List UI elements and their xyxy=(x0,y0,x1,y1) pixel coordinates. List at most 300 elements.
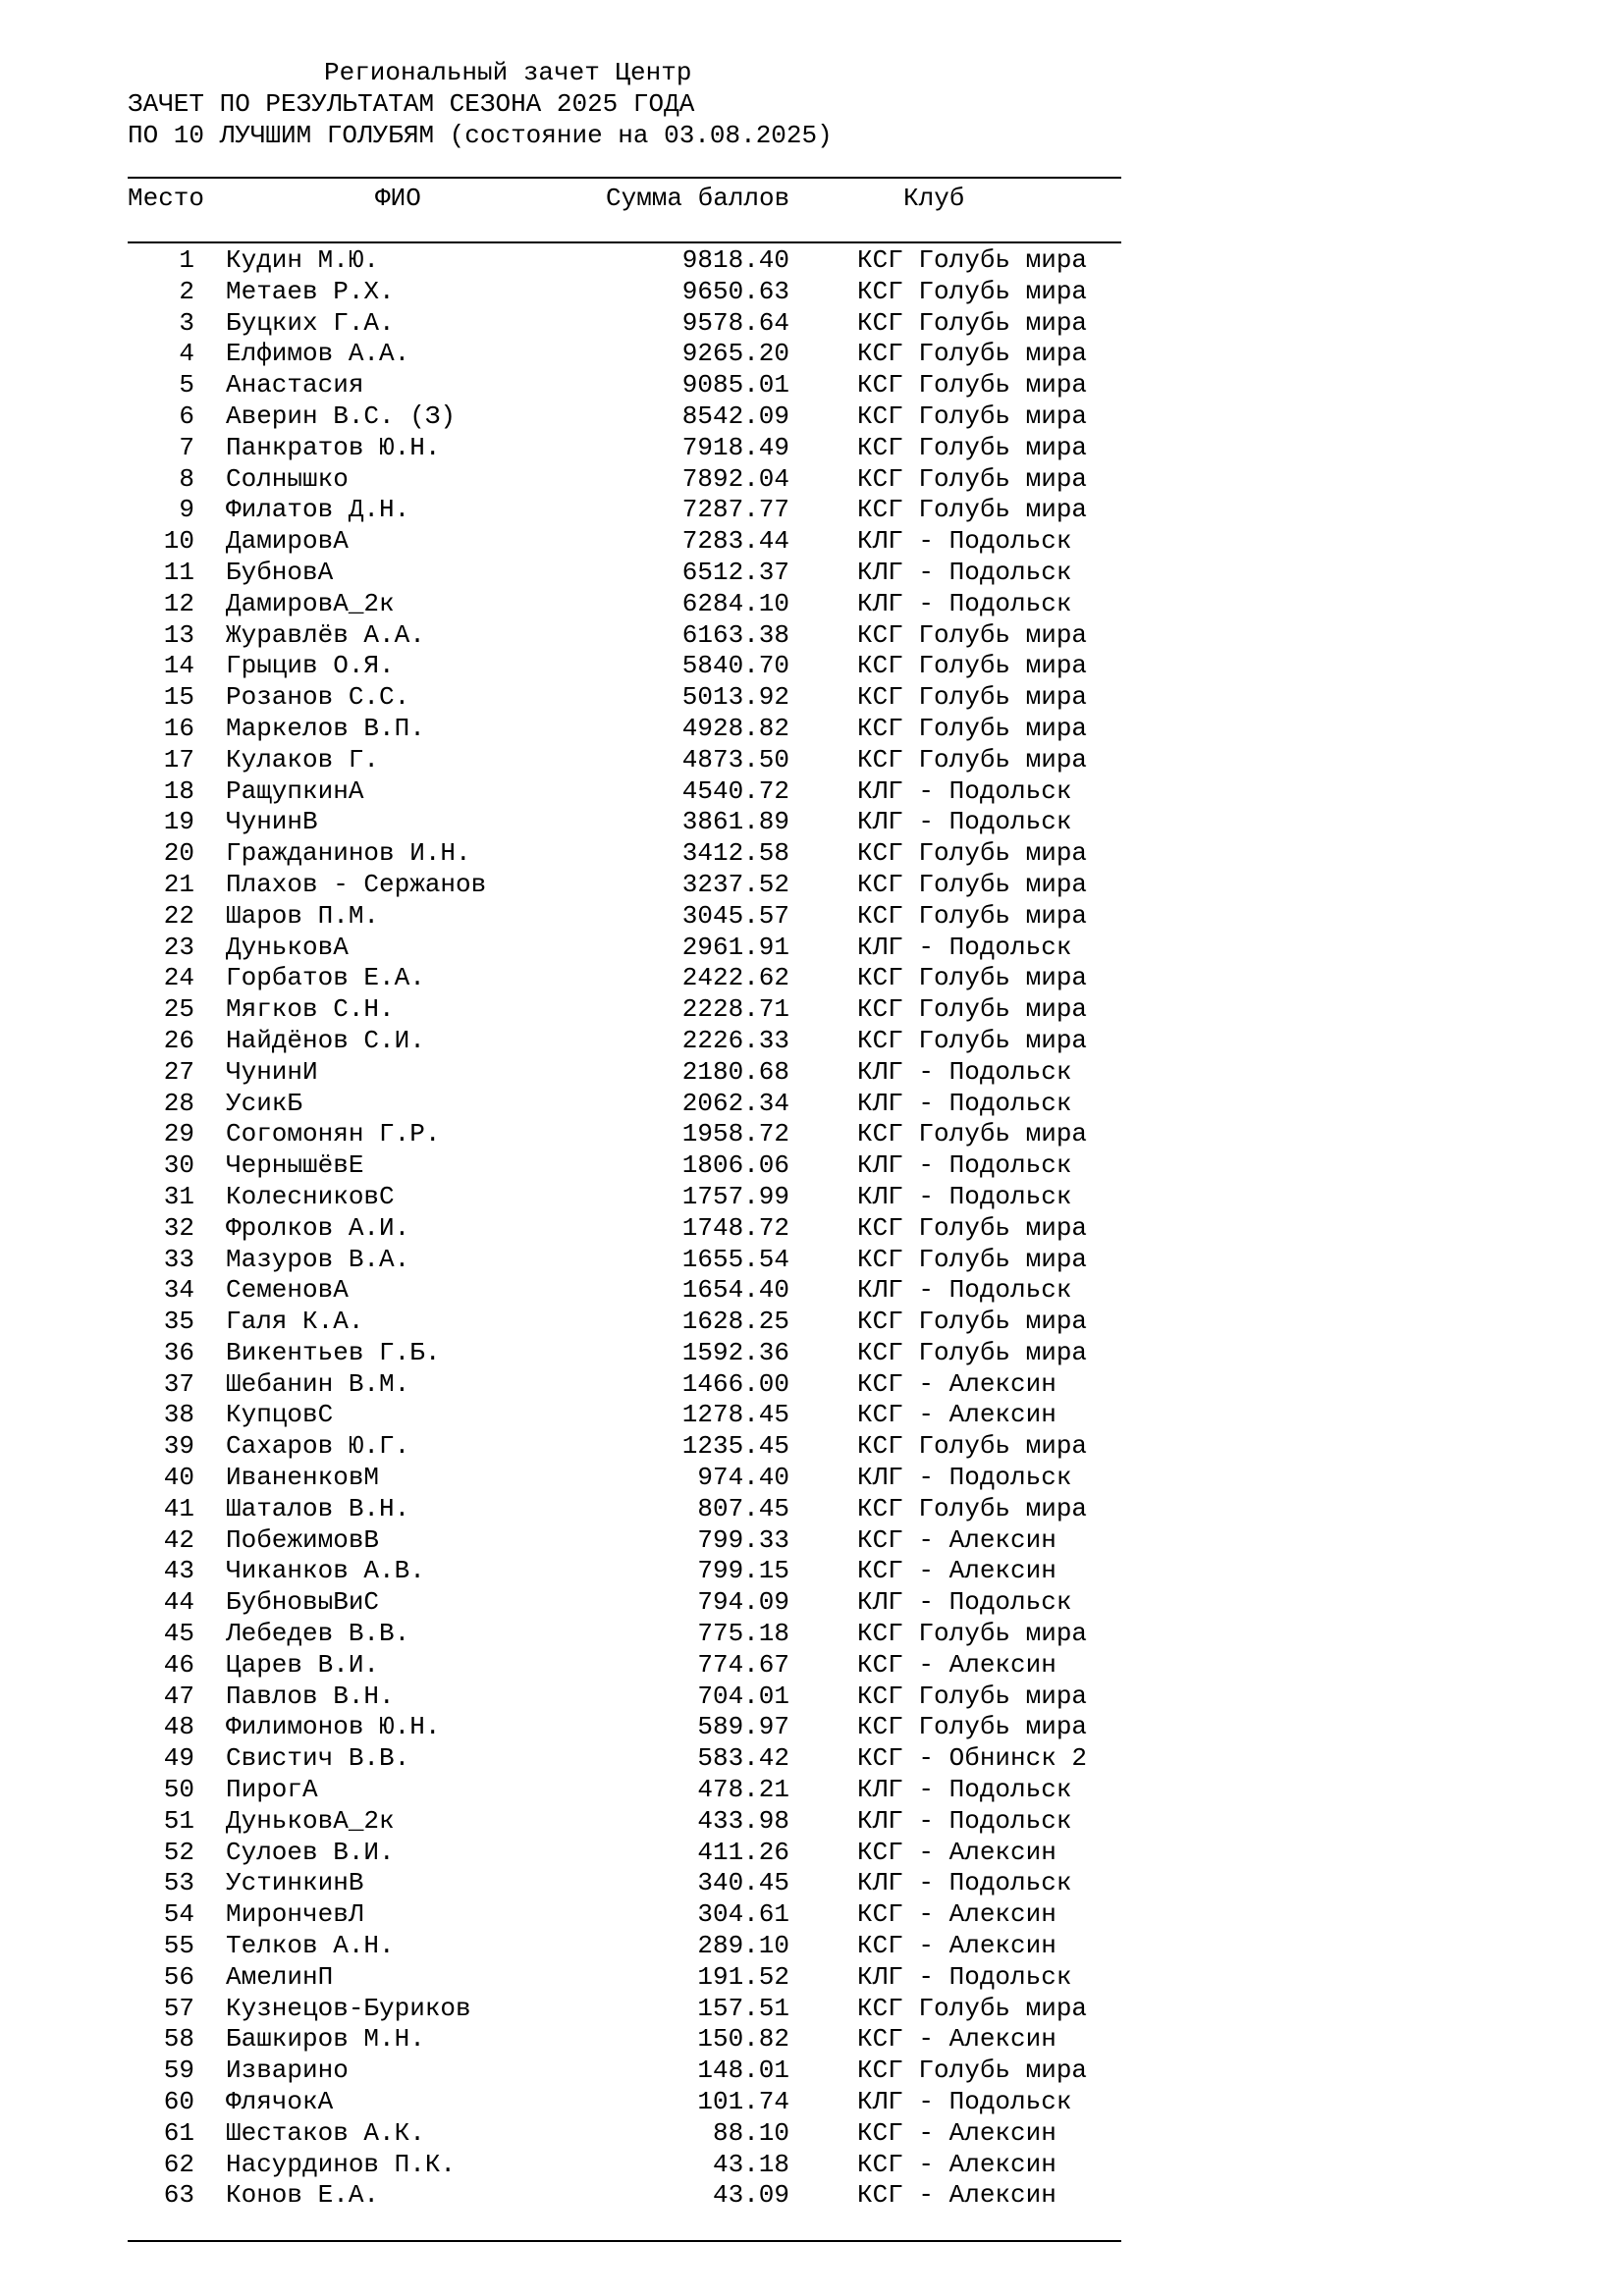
name-cell: Насурдинов П.К. xyxy=(226,2149,457,2179)
score-cell: 3045.57 xyxy=(681,900,789,931)
place-cell: 18 xyxy=(163,775,194,806)
name-cell: Шестаков А.К. xyxy=(226,2117,425,2148)
place-cell: 39 xyxy=(163,1431,194,1462)
place-cell: 25 xyxy=(163,994,194,1025)
score-cell: 9085.01 xyxy=(681,370,789,400)
name-cell: Кулаков Г. xyxy=(226,744,380,774)
place-cell: 37 xyxy=(163,1368,194,1399)
name-cell: Телков А.Н. xyxy=(226,1931,395,1961)
score-cell: 583.42 xyxy=(697,1743,789,1774)
club-cell: КСГ Голубь мира xyxy=(857,838,1088,869)
table-row xyxy=(0,1838,1624,1869)
place-cell: 32 xyxy=(163,1212,194,1243)
table-row xyxy=(0,776,1624,808)
place-cell: 29 xyxy=(163,1119,194,1149)
score-cell: 1466.00 xyxy=(681,1368,789,1399)
table-row xyxy=(0,1026,1624,1057)
club-cell: КСГ Голубь мира xyxy=(857,1619,1088,1649)
table-row xyxy=(0,2118,1624,2150)
club-cell: КСГ - Алексин xyxy=(857,2149,1056,2179)
score-cell: 589.97 xyxy=(697,1712,789,1742)
name-cell: Маркелов В.П. xyxy=(226,713,425,743)
place-cell: 12 xyxy=(163,588,194,618)
score-cell: 794.09 xyxy=(697,1587,789,1618)
table-row xyxy=(0,401,1624,433)
score-cell: 1278.45 xyxy=(681,1400,789,1430)
score-cell: 9265.20 xyxy=(681,339,789,369)
table-row xyxy=(0,682,1624,714)
score-cell: 340.45 xyxy=(697,1868,789,1898)
name-cell: Анастасия xyxy=(226,370,364,400)
name-cell: ДамировА_2к xyxy=(226,588,395,618)
table-row xyxy=(0,1463,1624,1494)
place-cell: 58 xyxy=(163,2024,194,2055)
place-cell: 55 xyxy=(163,1931,194,1961)
club-cell: КСГ Голубь мира xyxy=(857,463,1088,494)
table-row xyxy=(0,1775,1624,1806)
score-cell: 101.74 xyxy=(697,2087,789,2117)
club-cell: КСГ Голубь мира xyxy=(857,651,1088,681)
place-cell: 46 xyxy=(163,1649,194,1680)
club-cell: КСГ Голубь мира xyxy=(857,713,1088,743)
club-cell: КСГ Голубь мира xyxy=(857,1119,1088,1149)
name-cell: УсикБ xyxy=(226,1088,303,1118)
score-cell: 411.26 xyxy=(697,1837,789,1867)
score-cell: 157.51 xyxy=(697,1993,789,2023)
table-row xyxy=(0,1587,1624,1619)
place-cell: 33 xyxy=(163,1244,194,1274)
table-row xyxy=(0,620,1624,652)
club-cell: КСГ Голубь мира xyxy=(857,339,1088,369)
club-cell: КСГ Голубь мира xyxy=(857,400,1088,431)
club-cell: КСГ Голубь мира xyxy=(857,1493,1088,1523)
table-row xyxy=(0,994,1624,1026)
place-cell: 3 xyxy=(179,307,194,338)
club-cell: КЛГ - Подольск xyxy=(857,932,1072,962)
name-cell: ЧунинИ xyxy=(226,1056,318,1087)
place-cell: 8 xyxy=(179,463,194,494)
club-cell: КСГ Голубь мира xyxy=(857,1431,1088,1462)
score-cell: 6284.10 xyxy=(681,588,789,618)
score-cell: 43.18 xyxy=(712,2149,789,2179)
name-cell: БубновыВиС xyxy=(226,1587,380,1618)
name-cell: Кудин М.Ю. xyxy=(226,245,380,275)
table-row xyxy=(0,1962,1624,1994)
score-cell: 7918.49 xyxy=(681,432,789,462)
score-cell: 2228.71 xyxy=(681,994,789,1025)
club-cell: КЛГ - Подольск xyxy=(857,1961,1072,1992)
place-cell: 9 xyxy=(179,495,194,525)
name-cell: Розанов С.С. xyxy=(226,682,410,713)
place-cell: 2 xyxy=(179,276,194,306)
table-row xyxy=(0,1994,1624,2025)
club-cell: КСГ - Алексин xyxy=(857,1899,1056,1930)
name-cell: Конов Е.А. xyxy=(226,2180,380,2211)
club-cell: КЛГ - Подольск xyxy=(857,775,1072,806)
table-row xyxy=(0,1089,1624,1120)
score-cell: 43.09 xyxy=(712,2180,789,2211)
table-row xyxy=(0,1245,1624,1276)
name-cell: Елфимов А.А. xyxy=(226,339,410,369)
table-row xyxy=(0,745,1624,776)
table-row xyxy=(0,933,1624,964)
place-cell: 52 xyxy=(163,1837,194,1867)
place-cell: 60 xyxy=(163,2087,194,2117)
report-title-line2: ЗАЧЕТ ПО РЕЗУЛЬТАТАМ СЕЗОНА 2025 ГОДА xyxy=(128,89,695,119)
name-cell: Сулоев В.И. xyxy=(226,1837,395,1867)
club-cell: КСГ Голубь мира xyxy=(857,1212,1088,1243)
score-cell: 1654.40 xyxy=(681,1275,789,1306)
name-cell: СеменовА xyxy=(226,1275,349,1306)
name-cell: ЧунинВ xyxy=(226,807,318,837)
score-cell: 9650.63 xyxy=(681,276,789,306)
results-table xyxy=(0,245,1624,2212)
table-row xyxy=(0,245,1624,277)
column-header-club: Клуб xyxy=(903,184,965,213)
score-cell: 4928.82 xyxy=(681,713,789,743)
place-cell: 17 xyxy=(163,744,194,774)
name-cell: РащупкинА xyxy=(226,775,364,806)
name-cell: КолесниковС xyxy=(226,1181,395,1211)
club-cell: КСГ Голубь мира xyxy=(857,900,1088,931)
name-cell: Шебанин В.М. xyxy=(226,1368,410,1399)
name-cell: ПобежимовВ xyxy=(226,1524,380,1555)
score-cell: 4540.72 xyxy=(681,775,789,806)
table-row xyxy=(0,1931,1624,1962)
table-row xyxy=(0,1307,1624,1338)
score-cell: 191.52 xyxy=(697,1961,789,1992)
table-row xyxy=(0,277,1624,308)
column-header-place: Место xyxy=(128,184,205,213)
place-cell: 21 xyxy=(163,869,194,899)
club-cell: КСГ Голубь мира xyxy=(857,495,1088,525)
name-cell: ДуньковА xyxy=(226,932,349,962)
name-cell: МирончевЛ xyxy=(226,1899,364,1930)
name-cell: ПирогА xyxy=(226,1775,318,1805)
score-cell: 7287.77 xyxy=(681,495,789,525)
table-row xyxy=(0,1899,1624,1931)
score-cell: 5840.70 xyxy=(681,651,789,681)
place-cell: 61 xyxy=(163,2117,194,2148)
score-cell: 433.98 xyxy=(697,1805,789,1836)
place-cell: 26 xyxy=(163,1025,194,1055)
score-cell: 7283.44 xyxy=(681,526,789,557)
place-cell: 10 xyxy=(163,526,194,557)
table-row xyxy=(0,1494,1624,1525)
club-cell: КЛГ - Подольск xyxy=(857,1463,1072,1493)
place-cell: 48 xyxy=(163,1712,194,1742)
club-cell: КСГ Голубь мира xyxy=(857,1712,1088,1742)
place-cell: 43 xyxy=(163,1556,194,1586)
name-cell: Изварино xyxy=(226,2056,349,2086)
table-row xyxy=(0,1182,1624,1213)
column-header-score: Сумма баллов xyxy=(606,184,790,213)
club-cell: КЛГ - Подольск xyxy=(857,1056,1072,1087)
place-cell: 1 xyxy=(179,245,194,275)
table-row xyxy=(0,1119,1624,1150)
score-cell: 1806.06 xyxy=(681,1150,789,1181)
score-cell: 3861.89 xyxy=(681,807,789,837)
name-cell: КупцовС xyxy=(226,1400,334,1430)
name-cell: ИваненковМ xyxy=(226,1463,380,1493)
score-cell: 704.01 xyxy=(697,1681,789,1711)
club-cell: КСГ Голубь мира xyxy=(857,682,1088,713)
club-cell: КЛГ - Подольск xyxy=(857,1868,1072,1898)
top-rule xyxy=(128,177,1121,179)
name-cell: Викентьев Г.Б. xyxy=(226,1337,441,1367)
name-cell: БубновА xyxy=(226,557,334,587)
table-row xyxy=(0,901,1624,933)
name-cell: Свистич В.В. xyxy=(226,1743,410,1774)
name-cell: ФлячокА xyxy=(226,2087,334,2117)
table-row xyxy=(0,589,1624,620)
score-cell: 799.15 xyxy=(697,1556,789,1586)
table-row xyxy=(0,651,1624,682)
score-cell: 148.01 xyxy=(697,2056,789,2086)
column-header-name: ФИО xyxy=(375,184,421,213)
table-row xyxy=(0,1682,1624,1713)
table-row xyxy=(0,1650,1624,1682)
name-cell: Плахов - Сержанов xyxy=(226,869,487,899)
place-cell: 53 xyxy=(163,1868,194,1898)
place-cell: 28 xyxy=(163,1088,194,1118)
place-cell: 47 xyxy=(163,1681,194,1711)
name-cell: Царев В.И. xyxy=(226,1649,380,1680)
table-row xyxy=(0,2180,1624,2212)
club-cell: КСГ Голубь мира xyxy=(857,245,1088,275)
score-cell: 774.67 xyxy=(697,1649,789,1680)
club-cell: КСГ Голубь мира xyxy=(857,1681,1088,1711)
name-cell: Панкратов Ю.Н. xyxy=(226,432,441,462)
table-row xyxy=(0,1338,1624,1369)
score-cell: 2422.62 xyxy=(681,963,789,993)
place-cell: 51 xyxy=(163,1805,194,1836)
name-cell: Галя К.А. xyxy=(226,1307,364,1337)
name-cell: Филатов Д.Н. xyxy=(226,495,410,525)
place-cell: 34 xyxy=(163,1275,194,1306)
score-cell: 1655.54 xyxy=(681,1244,789,1274)
name-cell: Башкиров М.Н. xyxy=(226,2024,425,2055)
place-cell: 27 xyxy=(163,1056,194,1087)
place-cell: 62 xyxy=(163,2149,194,2179)
place-cell: 49 xyxy=(163,1743,194,1774)
name-cell: ДамировА xyxy=(226,526,349,557)
header-rule xyxy=(128,241,1121,243)
score-cell: 1757.99 xyxy=(681,1181,789,1211)
name-cell: АмелинП xyxy=(226,1961,334,1992)
score-cell: 3412.58 xyxy=(681,838,789,869)
club-cell: КСГ - Обнинск 2 xyxy=(857,1743,1088,1774)
score-cell: 2961.91 xyxy=(681,932,789,962)
score-cell: 6163.38 xyxy=(681,619,789,650)
club-cell: КСГ - Алексин xyxy=(857,1368,1056,1399)
place-cell: 44 xyxy=(163,1587,194,1618)
name-cell: Фролков А.И. xyxy=(226,1212,410,1243)
name-cell: Чиканков А.В. xyxy=(226,1556,425,1586)
table-row xyxy=(0,558,1624,589)
table-row xyxy=(0,1057,1624,1089)
place-cell: 23 xyxy=(163,932,194,962)
club-cell: КСГ Голубь мира xyxy=(857,276,1088,306)
name-cell: Солнышко xyxy=(226,463,349,494)
place-cell: 42 xyxy=(163,1524,194,1555)
score-cell: 88.10 xyxy=(712,2117,789,2148)
place-cell: 13 xyxy=(163,619,194,650)
club-cell: КСГ Голубь мира xyxy=(857,744,1088,774)
score-cell: 9578.64 xyxy=(681,307,789,338)
table-row xyxy=(0,495,1624,526)
name-cell: Грыцив О.Я. xyxy=(226,651,395,681)
club-cell: КЛГ - Подольск xyxy=(857,588,1072,618)
club-cell: КСГ - Алексин xyxy=(857,2024,1056,2055)
score-cell: 799.33 xyxy=(697,1524,789,1555)
place-cell: 24 xyxy=(163,963,194,993)
score-cell: 7892.04 xyxy=(681,463,789,494)
score-cell: 3237.52 xyxy=(681,869,789,899)
name-cell: Мягков С.Н. xyxy=(226,994,395,1025)
table-row xyxy=(0,2150,1624,2181)
table-row xyxy=(0,2056,1624,2087)
score-cell: 2226.33 xyxy=(681,1025,789,1055)
place-cell: 19 xyxy=(163,807,194,837)
table-row xyxy=(0,2087,1624,2118)
place-cell: 31 xyxy=(163,1181,194,1211)
table-row xyxy=(0,1275,1624,1307)
place-cell: 6 xyxy=(179,400,194,431)
score-cell: 2180.68 xyxy=(681,1056,789,1087)
score-cell: 775.18 xyxy=(697,1619,789,1649)
place-cell: 15 xyxy=(163,682,194,713)
name-cell: ДуньковА_2к xyxy=(226,1805,395,1836)
table-row xyxy=(0,1400,1624,1431)
table-row xyxy=(0,464,1624,496)
table-row xyxy=(0,1431,1624,1463)
name-cell: Павлов В.Н. xyxy=(226,1681,395,1711)
table-row xyxy=(0,1150,1624,1182)
score-cell: 1235.45 xyxy=(681,1431,789,1462)
club-cell: КЛГ - Подольск xyxy=(857,1587,1072,1618)
place-cell: 38 xyxy=(163,1400,194,1430)
club-cell: КСГ Голубь мира xyxy=(857,1244,1088,1274)
club-cell: КЛГ - Подольск xyxy=(857,1088,1072,1118)
name-cell: ЧернышёвЕ xyxy=(226,1150,364,1181)
table-row xyxy=(0,1743,1624,1775)
table-row xyxy=(0,308,1624,340)
place-cell: 5 xyxy=(179,370,194,400)
club-cell: КСГ Голубь мира xyxy=(857,432,1088,462)
place-cell: 50 xyxy=(163,1775,194,1805)
score-cell: 478.21 xyxy=(697,1775,789,1805)
place-cell: 35 xyxy=(163,1307,194,1337)
place-cell: 45 xyxy=(163,1619,194,1649)
club-cell: КСГ - Алексин xyxy=(857,1649,1056,1680)
club-cell: КСГ Голубь мира xyxy=(857,370,1088,400)
score-cell: 807.45 xyxy=(697,1493,789,1523)
score-cell: 8542.09 xyxy=(681,400,789,431)
place-cell: 4 xyxy=(179,339,194,369)
club-cell: КСГ - Алексин xyxy=(857,1931,1056,1961)
place-cell: 11 xyxy=(163,557,194,587)
table-row xyxy=(0,433,1624,464)
name-cell: Журавлёв А.А. xyxy=(226,619,425,650)
place-cell: 14 xyxy=(163,651,194,681)
club-cell: КСГ - Алексин xyxy=(857,2180,1056,2211)
score-cell: 1748.72 xyxy=(681,1212,789,1243)
club-cell: КЛГ - Подольск xyxy=(857,557,1072,587)
score-cell: 1958.72 xyxy=(681,1119,789,1149)
report-title-line3: ПО 10 ЛУЧШИМ ГОЛУБЯМ (состояние на 03.08.2025) xyxy=(128,121,833,150)
table-row xyxy=(0,1712,1624,1743)
table-row xyxy=(0,1806,1624,1838)
name-cell: Горбатов Е.А. xyxy=(226,963,425,993)
place-cell: 57 xyxy=(163,1993,194,2023)
bottom-rule xyxy=(128,2240,1121,2242)
name-cell: Буцких Г.А. xyxy=(226,307,395,338)
table-row xyxy=(0,370,1624,401)
score-cell: 4873.50 xyxy=(681,744,789,774)
club-cell: КСГ Голубь мира xyxy=(857,307,1088,338)
club-cell: КСГ Голубь мира xyxy=(857,994,1088,1025)
score-cell: 5013.92 xyxy=(681,682,789,713)
club-cell: КСГ - Алексин xyxy=(857,1400,1056,1430)
table-row xyxy=(0,870,1624,901)
score-cell: 1592.36 xyxy=(681,1337,789,1367)
table-row xyxy=(0,1213,1624,1245)
club-cell: КСГ Голубь мира xyxy=(857,1025,1088,1055)
club-cell: КСГ Голубь мира xyxy=(857,2056,1088,2086)
club-cell: КЛГ - Подольск xyxy=(857,1181,1072,1211)
table-row xyxy=(0,1868,1624,1899)
name-cell: УстинкинВ xyxy=(226,1868,364,1898)
score-cell: 6512.37 xyxy=(681,557,789,587)
name-cell: Мазуров В.А. xyxy=(226,1244,410,1274)
table-row xyxy=(0,1556,1624,1587)
name-cell: Филимонов Ю.Н. xyxy=(226,1712,441,1742)
score-cell: 150.82 xyxy=(697,2024,789,2055)
club-cell: КЛГ - Подольск xyxy=(857,2087,1072,2117)
table-row xyxy=(0,1369,1624,1401)
club-cell: КСГ Голубь мира xyxy=(857,1337,1088,1367)
table-row xyxy=(0,2024,1624,2056)
name-cell: Гражданинов И.Н. xyxy=(226,838,471,869)
table-row xyxy=(0,838,1624,870)
table-row xyxy=(0,1619,1624,1650)
name-cell: Найдёнов С.И. xyxy=(226,1025,425,1055)
club-cell: КЛГ - Подольск xyxy=(857,1805,1072,1836)
club-cell: КЛГ - Подольск xyxy=(857,807,1072,837)
name-cell: Лебедев В.В. xyxy=(226,1619,410,1649)
club-cell: КЛГ - Подольск xyxy=(857,526,1072,557)
place-cell: 59 xyxy=(163,2056,194,2086)
place-cell: 54 xyxy=(163,1899,194,1930)
score-cell: 304.61 xyxy=(697,1899,789,1930)
table-row xyxy=(0,963,1624,994)
club-cell: КСГ Голубь мира xyxy=(857,869,1088,899)
name-cell: Сахаров Ю.Г. xyxy=(226,1431,410,1462)
name-cell: Метаев Р.Х. xyxy=(226,276,395,306)
club-cell: КЛГ - Подольск xyxy=(857,1275,1072,1306)
place-cell: 56 xyxy=(163,1961,194,1992)
place-cell: 30 xyxy=(163,1150,194,1181)
club-cell: КСГ Голубь мира xyxy=(857,1307,1088,1337)
place-cell: 7 xyxy=(179,432,194,462)
score-cell: 2062.34 xyxy=(681,1088,789,1118)
club-cell: КСГ Голубь мира xyxy=(857,963,1088,993)
club-cell: КСГ - Алексин xyxy=(857,1837,1056,1867)
table-row xyxy=(0,807,1624,838)
table-row xyxy=(0,714,1624,745)
name-cell: Шаталов В.Н. xyxy=(226,1493,410,1523)
